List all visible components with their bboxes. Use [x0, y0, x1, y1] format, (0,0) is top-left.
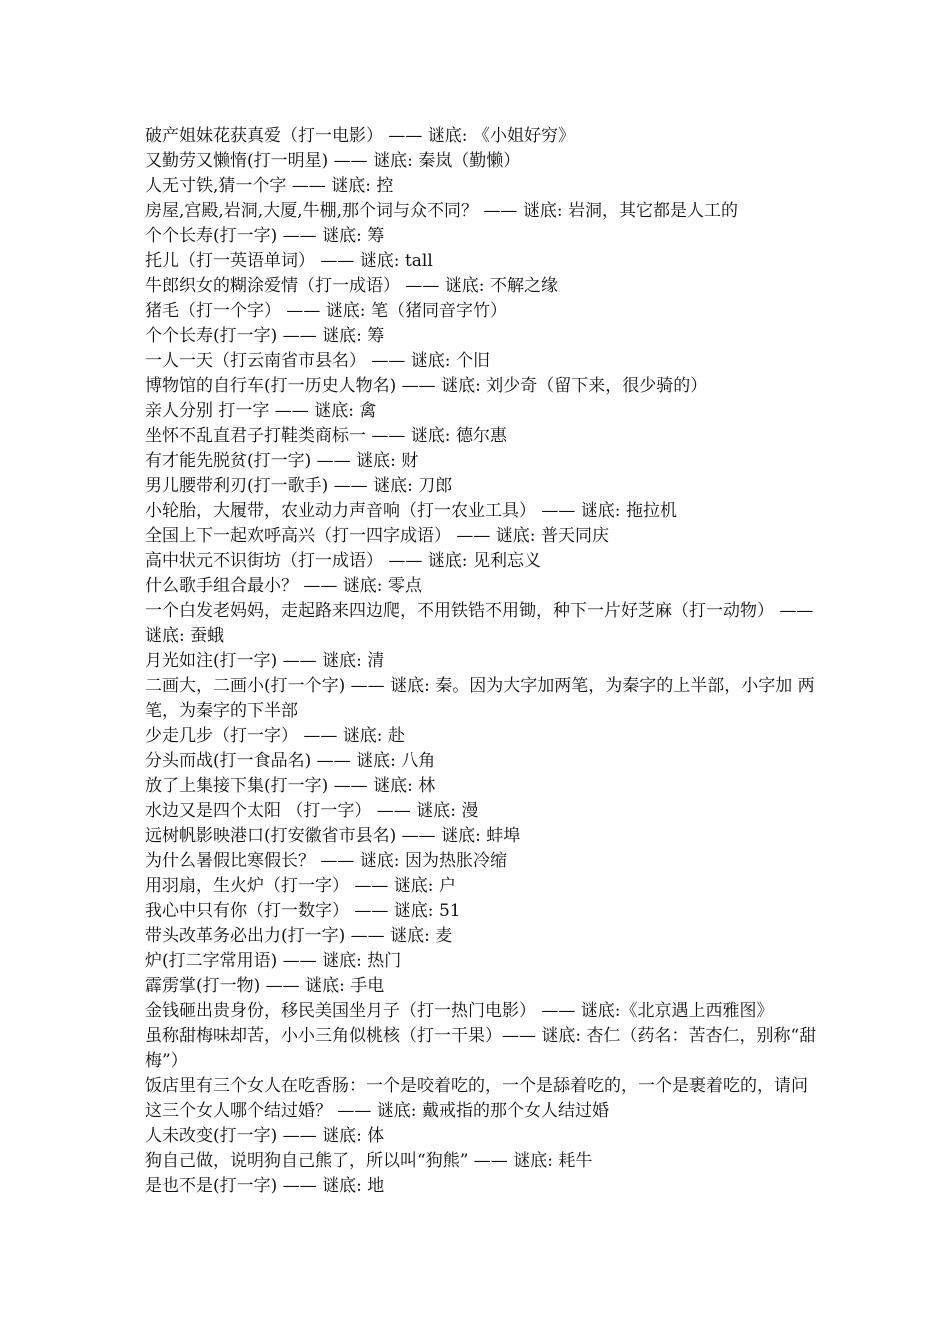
list-item: 坐怀不乱直君子打鞋类商标一 —— 谜底: 德尔惠: [145, 426, 507, 446]
list-item: 个个长寿(打一字) —— 谜底: 筹: [145, 226, 385, 246]
list-item: 少走几步（打一字） —— 谜底: 赴: [145, 726, 405, 746]
list-item: 月光如注(打一字) —— 谜底: 清: [145, 651, 385, 671]
list-item: 分头而战(打一食品名) —— 谜底: 八角: [145, 751, 436, 771]
list-item: 什么歌手组合最小？ —— 谜底: 零点: [145, 576, 422, 596]
list-item: 高中状元不识街坊（打一成语） —— 谜底: 见利忘义: [145, 551, 541, 571]
list-item: 个个长寿(打一字) —— 谜底: 筹: [145, 326, 385, 346]
list-item: 牛郎织女的糊涂爱情（打一成语） —— 谜底: 不解之缘: [145, 276, 558, 296]
list-item: 水边又是四个太阳 （打一字） —— 谜底: 漫: [145, 801, 479, 821]
list-item: 用羽扇，生火炉（打一字） —— 谜底: 户: [145, 876, 456, 896]
list-item: 有才能先脱贫(打一字) —— 谜底: 财: [145, 451, 419, 471]
list-item: 又勤劳又懒惰(打一明星) —— 谜底: 秦岚（勤懒）: [145, 151, 521, 171]
list-item: 远树帆影映港口(打安徽省市县名) —— 谜底: 蚌埠: [145, 826, 521, 846]
list-item: 我心中只有你（打一数字） —— 谜底: 51: [145, 901, 461, 921]
list-item: 是也不是(打一字) —— 谜底: 地: [145, 1176, 385, 1196]
list-item: 一个白发老妈妈，走起路来四边爬，不用铁锆不用锄，种下一片好芝麻（打一动物） —— 谜底: 蚕蛾: [145, 601, 814, 646]
riddle-list: [145, 124, 820, 1199]
list-item: 放了上集接下集(打一字) —— 谜底: 林: [145, 776, 436, 796]
list-item: 男儿腰带利刃(打一歌手) —— 谜底: 刀郎: [145, 476, 453, 496]
list-item: 猪毛（打一个字） —— 谜底: 笔（猪同音字竹）: [145, 301, 507, 321]
list-item: 全国上下一起欢呼高兴（打一四字成语） —— 谜底: 普天同庆: [145, 526, 609, 546]
list-item: 人未改变(打一字) —— 谜底: 体: [145, 1126, 385, 1146]
list-item: 一人一天（打云南省市县名） —— 谜底: 个旧: [145, 351, 490, 371]
list-item: 饭店里有三个女人在吃香肠：一个是咬着吃的，一个是舔着吃的，一个是裹着吃的，请问这三个女人哪个结过婚？ —— 谜底: 戴戒指的那个女人结过婚: [145, 1076, 808, 1121]
list-item: 炉(打二字常用语) —— 谜底: 热门: [145, 951, 402, 971]
list-item: 狗自己做，说明狗自己熊了，所以叫“狗熊” —— 谜底: 耗牛: [145, 1151, 593, 1171]
list-item: 人无寸铁,猜一个字 —— 谜底: 控: [145, 176, 394, 196]
list-item: 金钱砸出贵身份，移民美国坐月子（打一热门电影） —— 谜底:《北京遇上西雅图》: [145, 1001, 774, 1021]
list-item: 虽称甜梅味却苦，小小三角似桃核（打一干果）—— 谜底: 杏仁（药名：苦杏仁，别称“甜梅”）: [145, 1026, 817, 1071]
list-item: 二画大，二画小(打一个字) —— 谜底: 秦。因为大字加两笔，为秦字的上半部，小字加 两笔，为秦字的下半部: [145, 676, 815, 721]
list-item: 破产姐妹花获真爱（打一电影） —— 谜底: 《小姐好穷》: [145, 126, 575, 146]
list-item: 带头改革务必出力(打一字) —— 谜底: 麦: [145, 926, 453, 946]
list-item: 博物馆的自行车(打一历史人物名) —— 谜底: 刘少奇（留下来，很少骑的）: [145, 376, 708, 396]
list-item: 房屋,宫殿,岩洞,大厦,牛棚,那个词与众不同？ —— 谜底: 岩洞，其它都是人工的: [145, 201, 738, 221]
list-item: 托儿（打一英语单词） —— 谜底: tall: [145, 251, 433, 271]
list-item: 小轮胎，大履带，农业动力声音响（打一农业工具） —— 谜底: 拖拉机: [145, 501, 677, 521]
list-item: 为什么暑假比寒假长？ —— 谜底: 因为热胀冷缩: [145, 851, 507, 871]
list-item: 亲人分别 打一字 —— 谜底: 禽: [145, 401, 377, 421]
list-item: 霹雳掌(打一物) —— 谜底: 手电: [145, 976, 385, 996]
